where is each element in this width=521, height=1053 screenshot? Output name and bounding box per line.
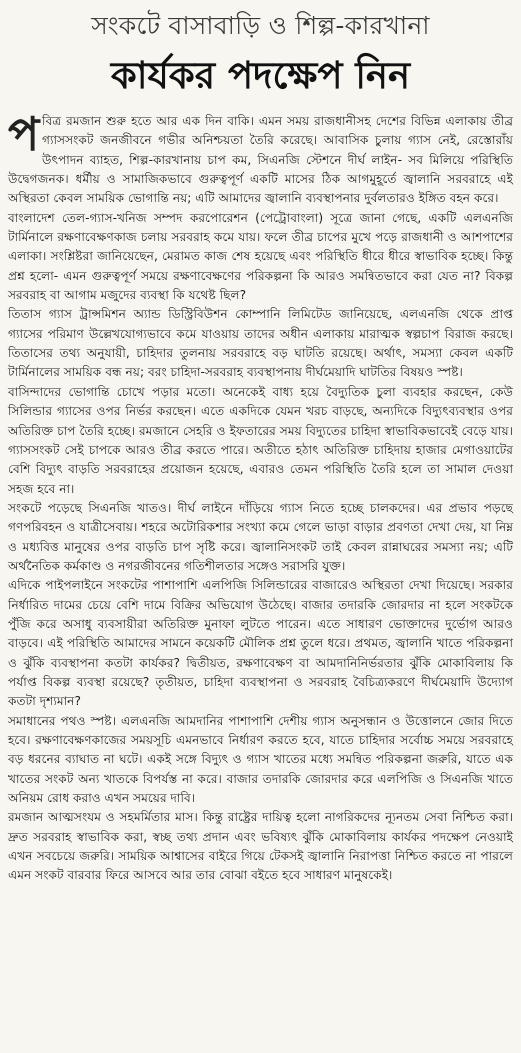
paragraph-2: বাংলাদেশ তেল-গ্যাস-খনিজ সম্পদ করপোরেশন (পেট্রোবাংলা) সূত্রে জানা গেছে, একটি এলএনজি টার্মিনালে রক্ষণাবেক্ষণকাজ চলায় সরবরাহ কমে যায়। ফলে তীব্র চাপের মুখে পড়ে রাজধানী ও আশপাশের এলাকা। সংশ্লিষ্টরা জানিয়েছেন, মেরামত কাজ শেষ হয়েছে এবং পরিস্থিতি ধীরে ধীরে স্বাভাবিক হচ্ছে। কিন্তু প্রশ্ন হলো- এমন গুরুত্বপূর্ণ সময়ে রক্ষণাবেক্ষণের পরিকল্পনা কি আরও সমন্বিতভাবে করা যেত না? বিকল্প সরবরাহ বা আগাম মজুদের ব্যবস্থা কি যথেষ্ট ছিল? [8, 210, 513, 303]
paragraph-6: এদিকে পাইপলাইনে সংকটের পাশাপাশি এলপিজি সিলিন্ডারের বাজারেও অস্থিরতা দেখা দিয়েছে। সরকার নির্ধারিত দামের চেয়ে বেশি দামে বিক্রির অভিযোগ উঠেছে। বাজার তদারকি জোরদার না হলে সংকটকে পুঁজি করে অসাধু ব্যবসায়ীরা অতিরিক্ত মুনাফা লুটতে পারেন। এতে সাধারণ ভোক্তাদের দুর্ভোগ আরও বাড়বে। এই পরিস্থিতি আমাদের সামনে কয়েকটি মৌলিক প্রশ্ন তুলে ধরে। প্রথমত, জ্বালানি খাতে পরিকল্পনা ও ঝুঁকি ব্যবস্থাপনা কতটা কার্যকর? দ্বিতীয়ত, রক্ষণাবেক্ষণ বা আমদানিনির্ভরতার ঝুঁকি মোকাবিলায় কি পর্যাপ্ত বিকল্প ব্যবস্থা রয়েছে? তৃতীয়ত, চাহিদা ব্যবস্থাপনা ও সরবরাহ বৈচিত্র্যকরণে দীর্ঘমেয়াদি উদ্যোগ কতটা দৃশ্যমান? [8, 578, 513, 709]
drop-cap: প [8, 107, 40, 161]
paragraph-1 [8, 107, 513, 209]
paragraph-7: সমাধানের পথও স্পষ্ট। এলএনজি আমদানির পাশাপাশি দেশীয় গ্যাস অনুসন্ধান ও উত্তোলনে জোর দিতে হবে। রক্ষণাবেক্ষণকাজের সময়সূচি এমনভাবে নির্ধারণ করতে হবে, যাতে চাহিদার সর্বোচ্চ সময়ে সরবরাহে বড় ধরনের ব্যাঘাত না ঘটে। একই সঙ্গে বিদ্যুৎ ও গ্যাস খাতের মধ্যে সমন্বিত পরিকল্পনা জরুরি, যাতে এক খাতের সংকট অন্য খাতকে বিপর্যস্ত না করে। বাজার তদারকি জোরদার করে এলপিজি ও সিএনজি খাতে অনিয়ম রোধ করাও এখন সময়ের দাবি। [8, 713, 513, 806]
article-headline: কার্যকর পদক্ষেপ নিন [110, 54, 411, 97]
article-body [8, 107, 513, 886]
paragraph-4: বাসিন্দাদের ভোগান্তি চোখে পড়ার মতো। অনেকেই বাধ্য হয়ে বৈদ্যুতিক চুলা ব্যবহার করছেন, কেউ সিলিন্ডার গ্যাসের ওপর নির্ভর করছেন। এতে একদিকে যেমন খরচ বাড়ছে, অন্যদিকে বিদ্যুৎব্যবস্থার ওপর অতিরিক্ত চাপ তৈরি হচ্ছে। রমজানে সেহরি ও ইফতারের সময় বিদ্যুতের চাহিদা স্বাভাবিকভাবেই বেড়ে যায়। গ্যাসসংকট সেই চাপকে আরও তীব্র করতে পারে। অতীতে হঠাৎ অতিরিক্ত চাহিদায় হাজার মেগাওয়াটের বেশি বিদ্যুৎ বাড়তি সরবরাহের প্রয়োজন হয়েছে, এবারও তেমন পরিস্থিতি তৈরি হলে তা সামাল দেওয়া সহজ হবে না। [8, 384, 513, 496]
paragraph-8: রমজান আত্মসংযম ও সহমর্মিতার মাস। কিন্তু রাষ্ট্রের দায়িত্ব হলো নাগরিকদের ন্যূনতম সেবা নিশ্চিত করা। দ্রুত সরবরাহ স্বাভাবিক করা, স্বচ্ছ তথ্য প্রদান এবং ভবিষ্যৎ ঝুঁকি মোকাবিলায় কার্যকর পদক্ষেপ নেওয়াই এখন সবচেয়ে জরুরি। সাময়িক আশ্বাসের বাইরে গিয়ে টেকসই জ্বালানি নিরাপত্তা নিশ্চিত করতে না পারলে এমন সংকট বারবার ফিরে আসবে আর তার বোঝা বইতে হবে সাধারণ মানুষকেই। [8, 810, 513, 883]
paragraph-1-text: বিত্র রমজান শুরু হতে আর এক দিন বাকি। এমন সময় রাজধানীসহ দেশের বিভিন্ন এলাকায় তীব্র গ্যাসসংকট জনজীবনে গভীর অনিশ্চয়তা তৈরি করেছে। আবাসিক চুলায় গ্যাস নেই, রেস্তোরাঁয় উৎপাদন ব্যাহত, শিল্প-কারখানায় চাপ কম, সিএনজি স্টেশনে দীর্ঘ লাইন- সব মিলিয়ে পরিস্থিতি উদ্বেগজনক। ধর্মীয় ও সামাজিকভাবে গুরুত্বপূর্ণ একটি মাসের ঠিক আগমুহূর্তে জ্বালানি সরবরাহে এই অস্থিরতা কেবল সাময়িক ভোগান্তি নয়; এটি আমাদের জ্বালানি ব্যবস্থাপনার দুর্বলতারও ইঙ্গিত বহন করে। [8, 114, 513, 206]
article-kicker: সংকটে বাসাবাড়ি ও শিল্প-কারখানা [91, 11, 430, 40]
paragraph-5: সংকটে পড়েছে সিএনজি খাতও। দীর্ঘ লাইনে দাঁড়িয়ে গ্যাস নিতে হচ্ছে চালকদের। এর প্রভাব পড়ছে গণপরিবহন ও যাত্রীসেবায়। শহরে অটোরিকশার সংখ্যা কমে গেলে ভাড়া বাড়ার প্রবণতা দেখা দেয়, যা নিম্ন ও মধ্যবিত্ত মানুষের ওপর বাড়তি চাপ সৃষ্টি করে। জ্বালানিসংকট তাই কেবল রান্নাঘরের সমস্যা নয়; এটি অর্থনৈতিক কর্মকাণ্ড ও নগরজীবনের গতিশীলতার সঙ্গেও সরাসরি যুক্ত। [8, 500, 513, 573]
paragraph-3: তিতাস গ্যাস ট্রান্সমিশন অ্যান্ড ডিস্ট্রিবিউশন কোম্পানি লিমিটেড জানিয়েছে, এলএনজি থেকে প্রাপ্ত গ্যাসের পরিমাণ উল্লেখযোগ্যভাবে কমে যাওয়ায় তাদের অধীন এলাকায় মারাত্মক স্বল্পচাপ বিরাজ করছে। তিতাসের তথ্য অনুযায়ী, চাহিদার তুলনায় সরবরাহে বড় ঘাটতি রয়েছে। অর্থাৎ, সমস্যা কেবল একটি টার্মিনালের সাময়িক বন্ধ নয়; বরং চাহিদা-সরবরাহ ব্যবস্থাপনায় দীর্ঘমেয়াদি ঘাটতির বিষয়ও স্পষ্ট। [8, 307, 513, 380]
